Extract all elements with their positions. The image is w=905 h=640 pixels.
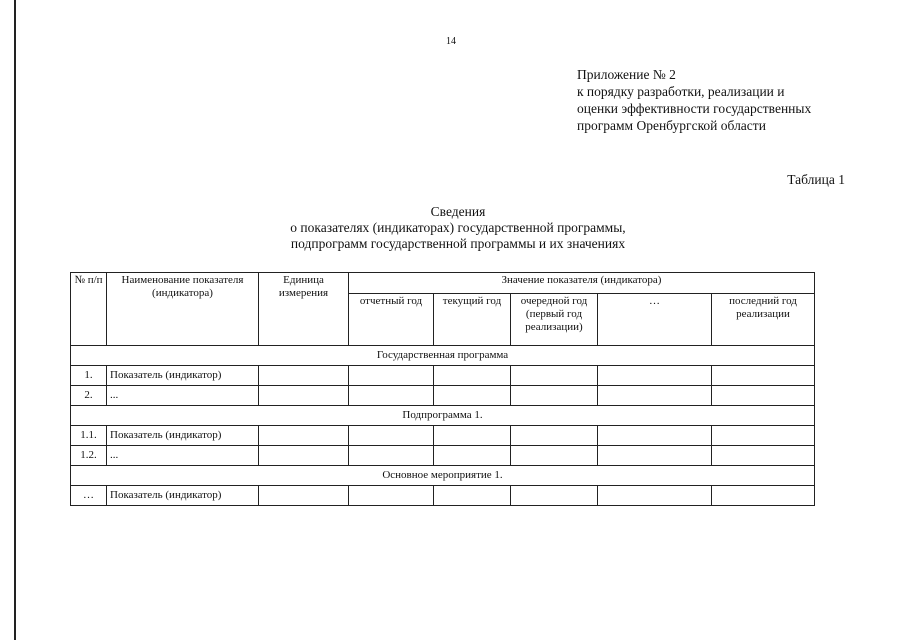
title-line: Сведения bbox=[430, 204, 486, 219]
cell-value bbox=[349, 446, 434, 466]
header-value-group: Значение показателя (индикатора) bbox=[349, 273, 815, 294]
table-row bbox=[71, 446, 815, 466]
cell-value bbox=[712, 486, 815, 506]
cell-value bbox=[598, 446, 712, 466]
cell-value bbox=[511, 386, 598, 406]
indicators-table bbox=[70, 272, 815, 506]
section-title: Государственная программа bbox=[71, 346, 815, 366]
table-row bbox=[71, 486, 815, 506]
section-title: Основное мероприятие 1. bbox=[71, 466, 815, 486]
cell-value bbox=[712, 386, 815, 406]
cell-value bbox=[712, 426, 815, 446]
cell-value bbox=[598, 366, 712, 386]
cell-unit bbox=[259, 366, 349, 386]
document-title bbox=[160, 204, 756, 252]
cell-value bbox=[434, 446, 511, 466]
cell-value bbox=[434, 426, 511, 446]
row-num: 1.2. bbox=[71, 446, 107, 466]
table-row bbox=[71, 366, 815, 386]
cell-value bbox=[712, 366, 815, 386]
header-report-year: отчетный год bbox=[349, 294, 434, 346]
cell-unit bbox=[259, 446, 349, 466]
row-indicator-name: Показатель (индикатор) bbox=[107, 366, 259, 386]
header-next-year: очередной год (первый год реализации) bbox=[511, 294, 598, 346]
title-line: о показателях (индикаторах) государственной программы, bbox=[290, 220, 626, 235]
cell-unit bbox=[259, 486, 349, 506]
appendix-line: Приложение № 2 bbox=[577, 67, 676, 82]
cell-value bbox=[511, 446, 598, 466]
header-indicator-name: Наименование показателя (индикатора) bbox=[107, 273, 259, 346]
row-num: 1. bbox=[71, 366, 107, 386]
table-number-label: Таблица 1 bbox=[787, 172, 845, 187]
section-title: Подпрограмма 1. bbox=[71, 406, 815, 426]
cell-value bbox=[511, 486, 598, 506]
table-row bbox=[71, 426, 815, 446]
cell-value bbox=[349, 366, 434, 386]
row-indicator-name: Показатель (индикатор) bbox=[107, 426, 259, 446]
header-last-year: последний год реализации bbox=[712, 294, 815, 346]
row-num: 1.1. bbox=[71, 426, 107, 446]
row-indicator-name: ... bbox=[107, 386, 259, 406]
row-num: … bbox=[71, 486, 107, 506]
header-unit: Единица измерения bbox=[259, 273, 349, 346]
header-current-year: текущий год bbox=[434, 294, 511, 346]
cell-value bbox=[434, 366, 511, 386]
cell-value bbox=[598, 486, 712, 506]
header-ellipsis: … bbox=[598, 294, 712, 346]
cell-unit bbox=[259, 386, 349, 406]
row-indicator-name: Показатель (индикатор) bbox=[107, 486, 259, 506]
cell-value bbox=[349, 426, 434, 446]
cell-unit bbox=[259, 426, 349, 446]
section-row bbox=[71, 346, 815, 366]
cell-value bbox=[712, 446, 815, 466]
cell-value bbox=[598, 386, 712, 406]
appendix-note bbox=[577, 66, 811, 134]
cell-value bbox=[349, 486, 434, 506]
cell-value bbox=[434, 486, 511, 506]
section-row bbox=[71, 466, 815, 486]
row-indicator-name: ... bbox=[107, 446, 259, 466]
title-line: подпрограмм государственной программы и их значениях bbox=[290, 236, 626, 251]
page-number: 14 bbox=[446, 36, 456, 47]
row-num: 2. bbox=[71, 386, 107, 406]
header-num: № п/п bbox=[71, 273, 107, 346]
appendix-line: оценки эффективности государственных bbox=[577, 101, 812, 116]
table-row bbox=[71, 386, 815, 406]
cell-value bbox=[349, 386, 434, 406]
page-left-border bbox=[14, 0, 16, 640]
cell-value bbox=[511, 426, 598, 446]
section-row bbox=[71, 406, 815, 426]
appendix-line: программ Оренбургской области bbox=[577, 118, 766, 133]
appendix-line: к порядку разработки, реализации и bbox=[577, 84, 785, 99]
cell-value bbox=[511, 366, 598, 386]
cell-value bbox=[598, 426, 712, 446]
cell-value bbox=[434, 386, 511, 406]
